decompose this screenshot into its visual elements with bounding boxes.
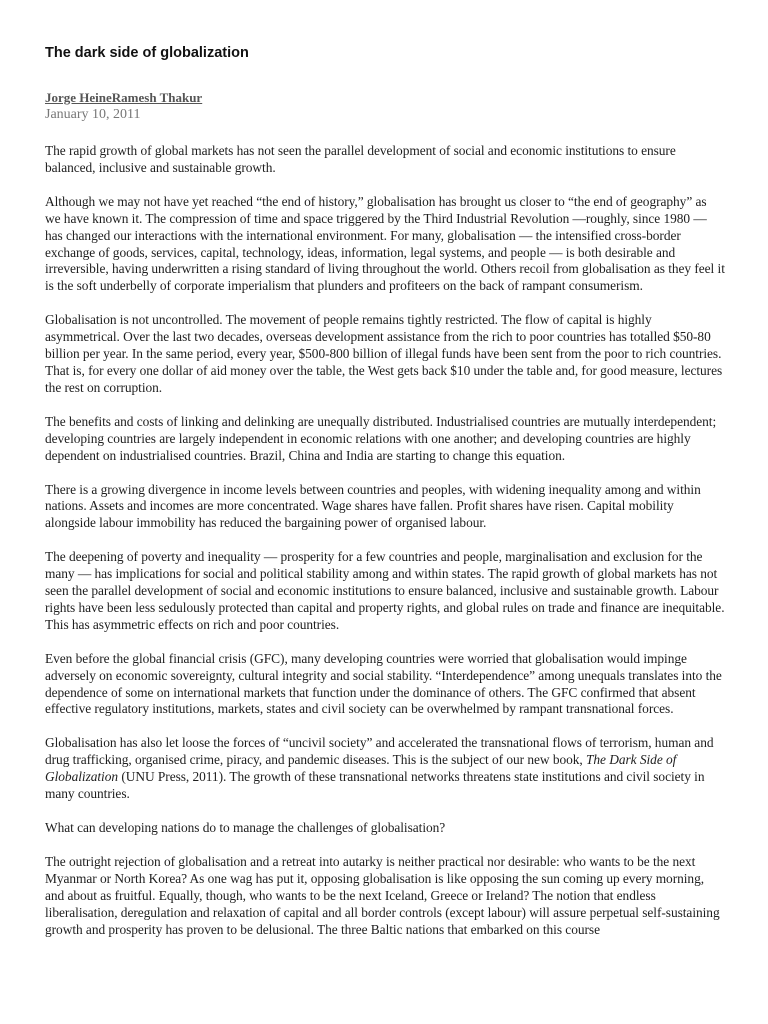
article-title: The dark side of globalization bbox=[45, 45, 249, 61]
article bbox=[45, 44, 725, 955]
paragraph-6: The deepening of poverty and inequality — prosperity for a few countries and people, marginalisation and exclusion for the many — has implications for social and political stability among and within states. The rapid growth of global markets has not seen the parallel development of social and economic institutions to ensure balanced, inclusive and sustainable growth. Labour rights have been less sedulously protected than capital and property rights, and global rules on trade and finance are inequitable. This has asymmetric effects on rich and poor countries. bbox=[45, 549, 725, 632]
author-link[interactable]: Jorge HeineRamesh Thakur bbox=[45, 90, 203, 105]
paragraph-8-text: Globalisation has also let loose the forces of “uncivil society” and accelerated the transnational flows of terrorism, human and drug trafficking, organised crime, piracy, and pandemic diseases. This is the subject of our new book, bbox=[45, 735, 714, 768]
paragraph-4: The benefits and costs of linking and delinking are unequally distributed. Industrialised countries are mutually interdependent; developing countries are largely independent in economic relations with one another; and developing countries are highly dependent on industrialised countries. Brazil, China and India are starting to change this equation. bbox=[45, 413, 717, 463]
paragraph-9: What can developing nations do to manage the challenges of globalisation? bbox=[45, 820, 446, 835]
paragraph-8 bbox=[45, 735, 725, 803]
publish-date: January 10, 2011 bbox=[45, 107, 141, 122]
paragraph-3: Globalisation is not uncontrolled. The movement of people remains tightly restricted. The flow of capital is highly asymmetrical. Over the last two decades, overseas development assistance from the rich to poor countries has totalled $50-80 billion per year. In the same period, every year, $500-800 billion of illegal funds have been sent from the poor to rich countries. That is, for every one dollar of aid money over the table, the West gets back $10 under the table and, for good measure, lectures the rest on corruption. bbox=[45, 312, 723, 395]
paragraph-7: Even before the global financial crisis (GFC), many developing countries were worried that globalisation would impinge adversely on economic sovereignty, cultural integrity and social stability. “Interdependence” among unequals translates into the dependence of some on international markets that function under the dominance of others. The GFC confirmed that absent effective regulatory institutions, markets, states and civil society can be overwhelmed by rampant transnational forces. bbox=[45, 650, 722, 717]
book-title: The Dark Side of Globalization bbox=[45, 752, 677, 785]
paragraph-10: The outright rejection of globalisation and a retreat into autarky is neither practical nor desirable: who wants to be the next Myanmar or North Korea? As one wag has put it, opposing globalisation is like opposing the sun coming up every morning, and about as fruitful. Equally, though, who wants to be the next Iceland, Greece or Ireland? The notion that endless liberalisation, deregulation and relaxation of capital and all border controls (except labour) will assure perpetual self-sustaining growth and prosperity has proven to be delusional. The three Baltic nations that embarked on this course bbox=[45, 853, 720, 937]
paragraph-1: The rapid growth of global markets has not seen the parallel development of social and economic institutions to ensure balanced, inclusive and sustainable growth. bbox=[45, 143, 676, 175]
paragraph-5: There is a growing divergence in income levels between countries and peoples, with widening inequality among and within nations. Assets and incomes are more concentrated. Wage shares have fallen. Profit shares have risen. Capital mobility alongside labour immobility has reduced the bargaining power of organised labour. bbox=[45, 481, 701, 531]
paragraph-8-text-end: (UNU Press, 2011). The growth of these transnational networks threatens state institutions and civil society in many countries. bbox=[45, 769, 705, 802]
paragraph-2: Although we may not have yet reached “the end of history,” globalisation has brought us closer to “the end of geography” as we have known it. The compression of time and space triggered by the Third Industrial Revolution —roughly, since 1980 — has changed our interactions with the international environment. For many, globalisation — the intensified cross-border exchange of goods, services, capital, technology, ideas, information, legal systems, and people — is both desirable and irreversible, having underwritten a rising standard of living throughout the world. Others recoil from globalisation as they feel it is the soft underbelly of corporate imperialism that plunders and profiteers on the back of rampant consumerism. bbox=[45, 193, 725, 294]
